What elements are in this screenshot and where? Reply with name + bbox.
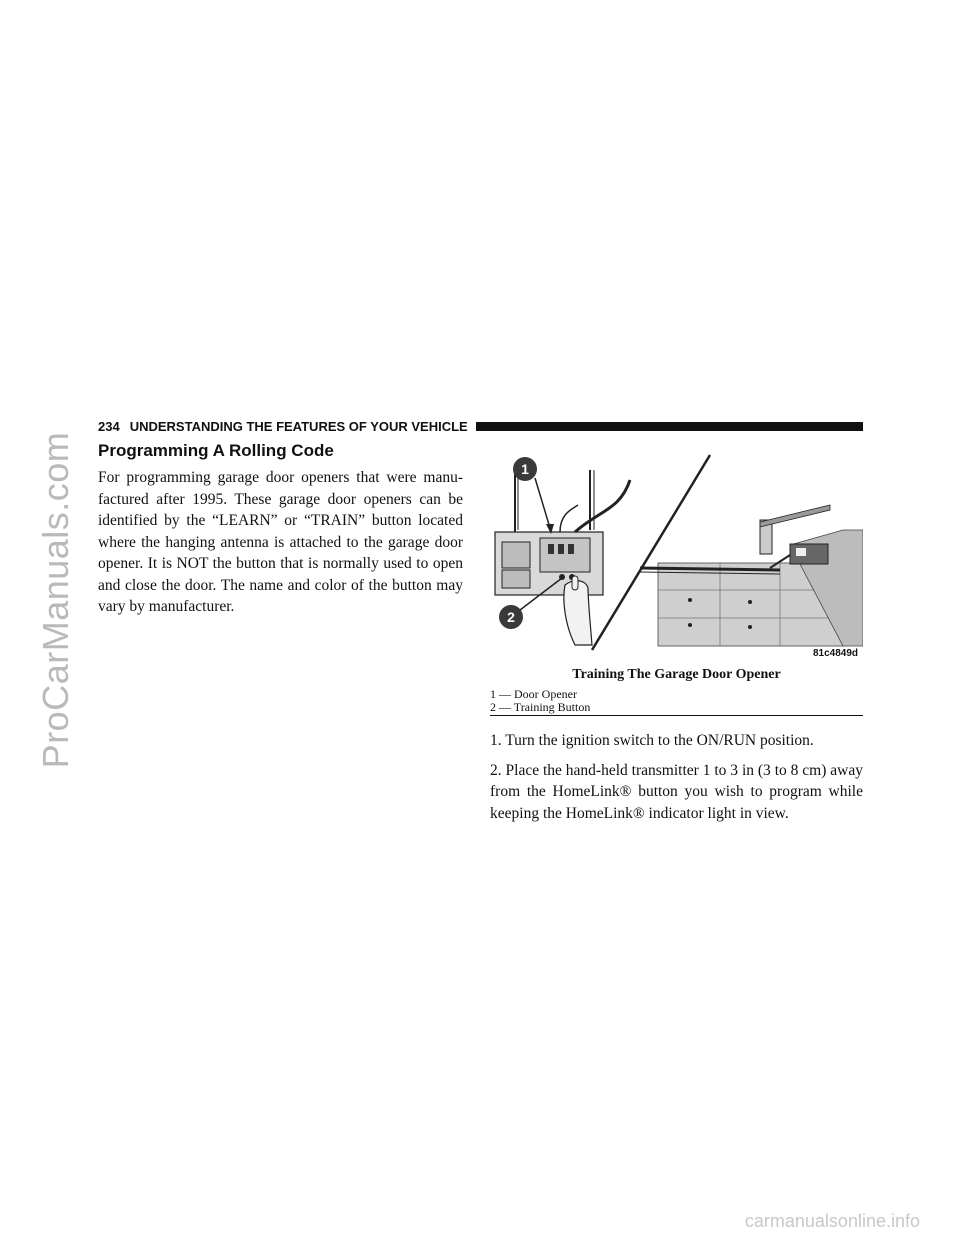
header-rule — [476, 422, 863, 431]
page-number: 234 — [98, 418, 120, 434]
image-code: 81c4849d — [812, 648, 858, 659]
bottom-watermark: carmanualsonline.info — [744, 1211, 920, 1231]
figure-caption: Training The Garage Door Opener — [572, 667, 781, 682]
svg-text:1: 1 — [521, 461, 529, 477]
procedure-steps — [490, 730, 863, 832]
side-watermark-text: ProCarManuals.com — [35, 431, 76, 769]
legend-item: 1 — Door Opener — [490, 687, 577, 701]
step-2: 2. Place the hand-held transmitter 1 to 3 in (3 to 8 cm) away from the HomeLink® button you wish to program while keeping the HomeLink® indicator light in view. — [490, 761, 863, 822]
chapter-title: UNDERSTANDING THE FEATURES OF YOUR VEHICLE — [129, 418, 468, 434]
callout-1 — [513, 457, 554, 534]
garage-door-figure — [490, 450, 863, 660]
garage-interior — [640, 505, 863, 646]
section-title: Programming A Rolling Code — [98, 441, 334, 460]
figure-legend — [490, 688, 863, 716]
svg-text:2: 2 — [507, 609, 515, 625]
legend-item: 2 — Training Button — [490, 700, 591, 714]
intro-paragraph: For programming garage door openers that were manu-factured after 1995. These garage door openers can be identified by the “LEARN” or “TRAIN” button located where the hanging antenna is attached to the garage door opener. It is NOT the button that is normally used to open and close the door. The name and color of the button may vary by manufacturer. — [98, 469, 463, 615]
garage-door-illustration — [490, 450, 863, 660]
step-1: 1. Turn the ignition switch to the ON/RUN position. — [490, 732, 814, 749]
page-header — [98, 418, 863, 434]
